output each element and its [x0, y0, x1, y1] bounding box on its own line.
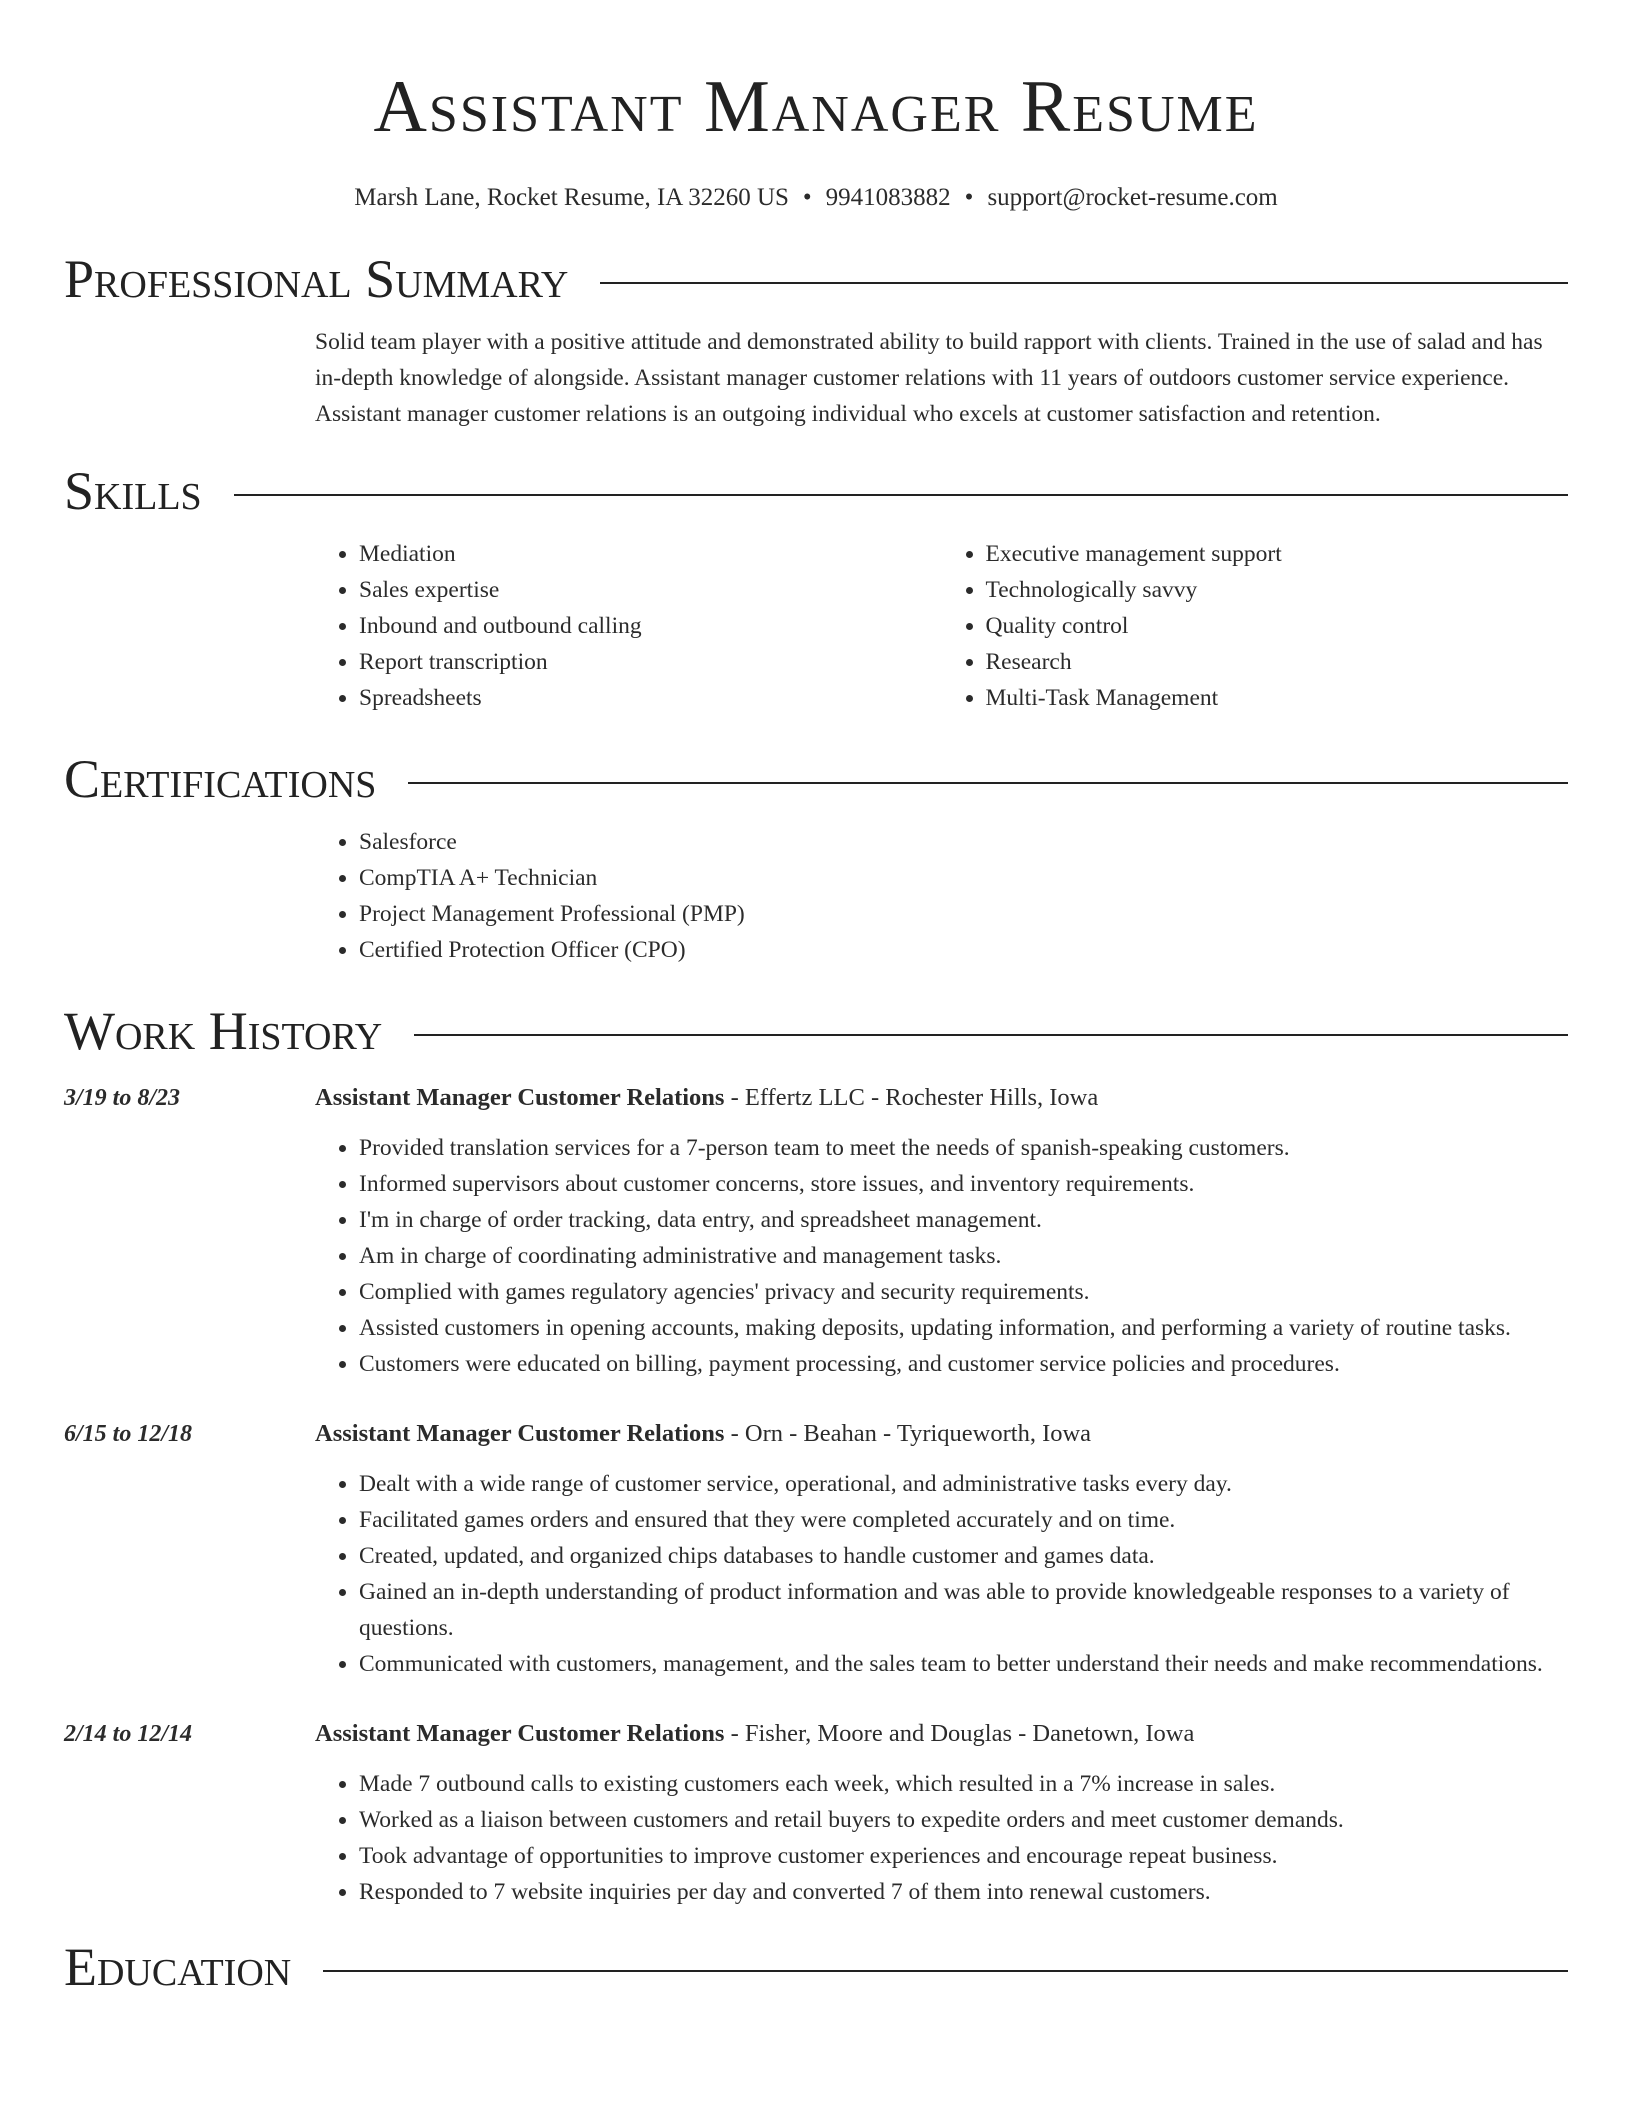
skill-item: • Research: [986, 644, 1569, 680]
contact-phone: 9941083882: [825, 184, 951, 211]
job-duty: • Assisted customers in opening accounts, making deposits, updating information, and performing a variety of routine tasks.: [359, 1310, 1568, 1346]
job-duty: • Informed supervisors about customer concerns, store issues, and inventory requirements.: [359, 1166, 1568, 1202]
job-duty: • I'm in charge of order tracking, data entry, and spreadsheet management.: [359, 1202, 1568, 1238]
skill-item: • Multi-Task Management: [986, 680, 1569, 716]
skill-item: • Inbound and outbound calling: [359, 608, 942, 644]
certification-item: • Certified Protection Officer (CPO): [359, 932, 1568, 968]
certification-item: • Project Management Professional (PMP): [359, 896, 1568, 932]
job-header: [315, 1416, 1568, 1452]
summary-heading: Professional Summary: [64, 249, 569, 309]
contact-line: [64, 182, 1568, 214]
job-header: [315, 1716, 1568, 1752]
job-duty: • Worked as a liaison between customers and retail buyers to expedite orders and meet customer demands.: [359, 1802, 1568, 1838]
job-duties: [315, 1130, 1568, 1382]
job-duty: • Communicated with customers, management, and the sales team to better understand their needs and make recommendations.: [359, 1646, 1568, 1682]
job-dates: 6/15 to 12/18: [64, 1421, 193, 1447]
job-company: - Orn - Beahan - Tyriqueworth, Iowa: [724, 1420, 1092, 1447]
job-title: Assistant Manager Customer Relations: [315, 1420, 725, 1447]
job-company: - Fisher, Moore and Douglas - Danetown, Iowa: [724, 1720, 1195, 1747]
work-history-heading: Work History: [64, 1001, 383, 1061]
job-header: [315, 1080, 1568, 1116]
job-title: Assistant Manager Customer Relations: [315, 1084, 725, 1111]
work-history-body: [64, 1080, 1568, 1910]
job-duty: • Am in charge of coordinating administrative and management tasks.: [359, 1238, 1568, 1274]
resume-page: [64, 0, 1568, 1998]
job-duty: • Dealt with a wide range of customer service, operational, and administrative tasks every day.: [359, 1466, 1568, 1502]
contact-separator: •: [802, 184, 812, 211]
section-divider: [600, 282, 1568, 284]
section-divider: [408, 782, 1568, 784]
section-divider: [414, 1034, 1568, 1036]
skill-item: • Sales expertise: [359, 572, 942, 608]
contact-email: support@rocket-resume.com: [987, 184, 1278, 211]
education-heading: Education: [64, 1937, 292, 1997]
job-duty: • Customers were educated on billing, payment processing, and customer service policies and procedures.: [359, 1346, 1568, 1382]
section-divider: [323, 1970, 1568, 1972]
education-section: [64, 1936, 1568, 1998]
certifications-header: [64, 748, 1568, 810]
job-duty: • Responded to 7 website inquiries per day and converted 7 of them into renewal customers.: [359, 1874, 1568, 1910]
job-duties: [315, 1466, 1568, 1682]
education-header: [64, 1936, 1568, 1998]
skills-list-right: [942, 536, 1569, 716]
skills-body: [315, 536, 1568, 716]
job-duty: • Complied with games regulatory agencies' privacy and security requirements.: [359, 1274, 1568, 1310]
certifications-list: [315, 824, 1568, 968]
skill-item: • Report transcription: [359, 644, 942, 680]
skills-heading: Skills: [64, 461, 202, 521]
certification-item: • CompTIA A+ Technician: [359, 860, 1568, 896]
job-entry: [64, 1716, 1568, 1910]
job-duty: • Made 7 outbound calls to existing customers each week, which resulted in a 7% increase in sales.: [359, 1766, 1568, 1802]
summary-text: Solid team player with a positive attitude and demonstrated ability to build rapport with clients. Trained in the use of salad and has in-depth knowledge of alongside. Assistant manager customer relations with 11 years of outdoors customer service experience. Assistant manager customer relations is an outgoing individual who excels at customer satisfaction and retention.: [315, 329, 1543, 427]
job-title: Assistant Manager Customer Relations: [315, 1720, 725, 1747]
skill-item: • Technologically savvy: [986, 572, 1569, 608]
summary-body: [315, 324, 1568, 432]
job-duty: • Took advantage of opportunities to improve customer experiences and encourage repeat business.: [359, 1838, 1568, 1874]
skill-item: • Executive management support: [986, 536, 1569, 572]
job-dates: 3/19 to 8/23: [64, 1085, 181, 1111]
skill-item: • Mediation: [359, 536, 942, 572]
certifications-heading: Certifications: [64, 749, 377, 809]
job-company: - Effertz LLC - Rochester Hills, Iowa: [724, 1084, 1099, 1111]
job-dates: 2/14 to 12/14: [64, 1721, 193, 1747]
contact-separator: •: [964, 184, 974, 211]
work-history-header: [64, 1000, 1568, 1062]
summary-section: [64, 248, 1568, 432]
certification-item: • Salesforce: [359, 824, 1568, 860]
skills-header: [64, 460, 1568, 522]
job-duty: • Gained an in-depth understanding of product information and was able to provide knowledgeable responses to a variety of questions.: [359, 1574, 1568, 1646]
job-duty: • Created, updated, and organized chips databases to handle customer and games data.: [359, 1538, 1568, 1574]
job-entry: [64, 1416, 1568, 1682]
contact-address: Marsh Lane, Rocket Resume, IA 32260 US: [354, 184, 789, 211]
certifications-body: [315, 824, 1568, 968]
job-duty: • Facilitated games orders and ensured that they were completed accurately and on time.: [359, 1502, 1568, 1538]
work-history-section: [64, 1000, 1568, 1910]
skill-item: • Quality control: [986, 608, 1569, 644]
resume-title: Assistant Manager Resume: [373, 66, 1259, 148]
job-entry: [64, 1080, 1568, 1382]
skills-list-left: [315, 536, 942, 716]
skills-section: [64, 460, 1568, 716]
skill-item: • Spreadsheets: [359, 680, 942, 716]
job-duties: [315, 1766, 1568, 1910]
section-divider: [234, 494, 1568, 496]
certifications-section: [64, 748, 1568, 968]
job-duty: • Provided translation services for a 7-person team to meet the needs of spanish-speaking customers.: [359, 1130, 1568, 1166]
summary-header: [64, 248, 1568, 310]
